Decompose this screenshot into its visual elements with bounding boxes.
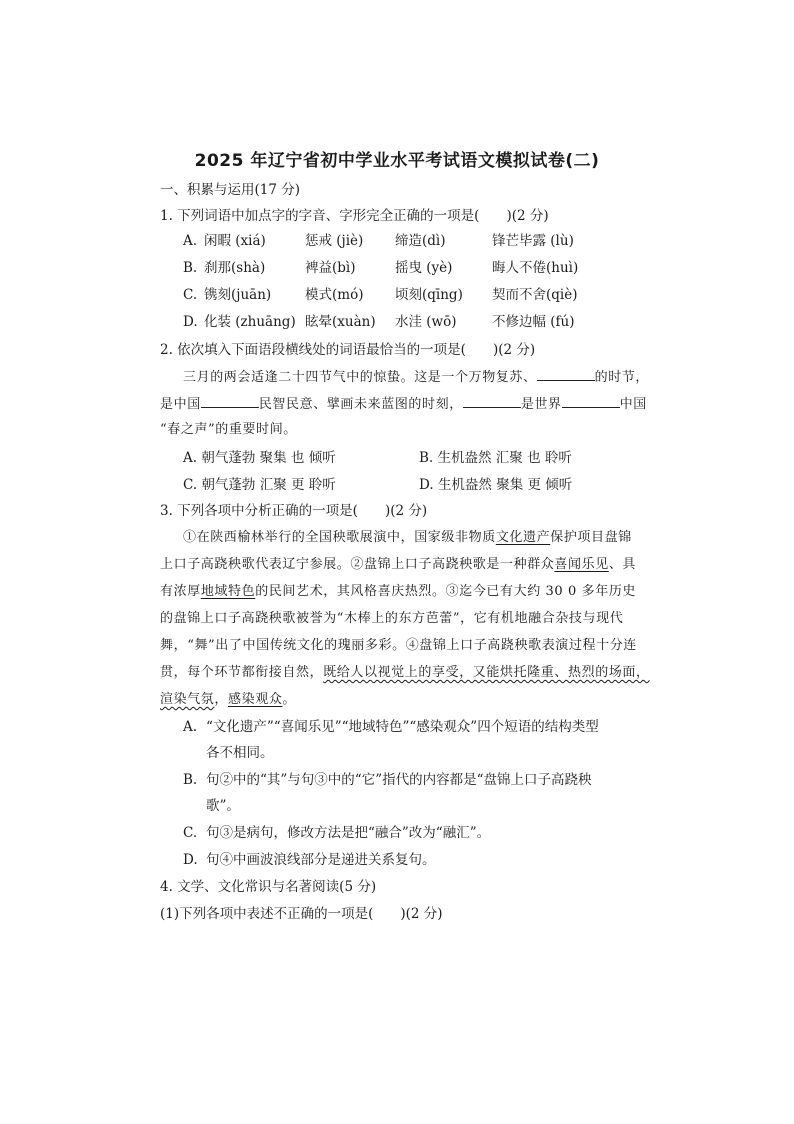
answer-blank-3 — [463, 395, 521, 408]
question-4-stem: 4. 文学、文化常识与名著阅读(5 分) — [160, 879, 377, 895]
option-label: A. — [183, 450, 198, 466]
question-1-stem: 1. 下列词语中加点字的字音、字形完全正确的一项是( )(2 分) — [160, 208, 549, 224]
q3-option-a-label: A. — [183, 719, 198, 735]
question-4-sub-1: (1)下列各项中表述不正确的一项是( )(2 分) — [160, 906, 443, 922]
q3-option-c-text: 句③是病句，修改方法是把“融合”改为“融汇”。 — [206, 825, 491, 841]
q1-option-a-label: A. — [183, 233, 198, 249]
question-2-stem: 2. 依次填入下面语段横线处的词语最恰当的一项是( )(2 分) — [160, 342, 536, 358]
q2-text: 民智民意、擘画未来蓝图的时刻， — [258, 397, 463, 412]
answer-blank-2 — [201, 395, 259, 408]
q3-passage-line-1 — [183, 529, 632, 547]
q2-passage-line-3: “春之声”的重要时间。 — [160, 422, 297, 437]
q3-option-a-text-cont: 各不相同。 — [206, 745, 274, 761]
q1-option-d-word-4: 不修边幅 (fú) — [492, 314, 575, 330]
q1-option-d-label: D. — [183, 314, 198, 330]
q3-text: 。 — [282, 692, 297, 707]
answer-blank-4 — [562, 395, 620, 408]
q1-option-d-word-3: 水洼 (wō) — [395, 314, 457, 330]
wavy-underlined-phrase: 渲染气氛 — [160, 692, 215, 707]
q2-option-a — [183, 449, 336, 467]
q2-text: 中国 — [619, 397, 647, 412]
q1-option-c-label: C. — [183, 287, 198, 303]
q1-option-b-word-3: 摇曳 (yè) — [395, 260, 453, 276]
q1-option-a-word-1: 闲暇 (xiá) — [204, 233, 266, 249]
q1-option-b-label: B. — [183, 260, 198, 276]
q3-text: 保护项目盘锦 — [550, 530, 632, 545]
q3-passage-line-4: 的盘锦上口子高跷秧歌被誉为“木棒上的东方芭蕾”，它有机地融合杂技与现代 — [160, 611, 624, 626]
option-label: C. — [183, 477, 198, 493]
q2-text: 的时节， — [594, 370, 650, 385]
q1-option-c-word-1: 镌刻(juān) — [204, 287, 272, 303]
q3-option-b-text-cont: 歌”。 — [206, 798, 240, 814]
q2-passage-line-1 — [183, 368, 649, 387]
q1-option-b-word-4: 晦人不倦(huì) — [492, 260, 579, 276]
q1-option-a-word-3: 缔造(dì) — [395, 233, 446, 249]
q3-passage-line-5: 舞，“舞”出了中国传统文化的瑰丽多彩。④盘锦上口子高跷秧歌表演过程十分连 — [160, 638, 637, 653]
q1-option-d-word-1: 化装 (zhuāng) — [204, 314, 296, 330]
question-3-stem: 3. 下列各项中分析正确的一项是( )(2 分) — [160, 503, 428, 519]
option-label: D. — [419, 477, 434, 493]
q2-option-d — [419, 476, 572, 494]
q3-option-a-text: “文化遗产”“喜闻乐见”“地域特色”“感染观众”四个短语的结构类型 — [206, 719, 599, 735]
q1-option-c-word-2: 模式(mó) — [305, 287, 364, 303]
q3-text: 有浓厚 — [160, 584, 201, 599]
q1-option-c-word-4: 契而不舍(qiè) — [492, 287, 578, 303]
q3-option-d-label: D. — [183, 852, 198, 868]
q2-text: 三月的两会适逢二十四节气中的惊蛰。这是一个万物复苏、 — [183, 370, 537, 385]
q1-option-a-word-4: 锋芒毕露 (lù) — [492, 233, 574, 249]
q3-option-b-text: 句②中的“其”与句③中的“它”指代的内容都是“盘锦上口子高跷秧 — [206, 772, 592, 788]
q3-text: 上口子高跷秧歌代表辽宁参展。②盘锦上口子高跷秧歌是一种群众 — [160, 557, 555, 572]
q3-option-c-label: C. — [183, 825, 198, 841]
option-label: B. — [419, 450, 434, 466]
q1-option-b-word-2: 裨益(bì) — [305, 260, 356, 276]
option-text: 朝气蓬勃 汇聚 更 聆听 — [201, 477, 336, 493]
q3-passage-line-2 — [160, 556, 636, 574]
page-title: 2025 年辽宁省初中学业水平考试语文模拟试卷(二) — [194, 151, 600, 171]
answer-blank-1 — [537, 368, 595, 381]
q3-text: 的民间艺术，其风格喜庆热烈。③迄今已有大约 30 0 多年历史 — [255, 584, 637, 599]
q3-passage-line-3 — [160, 583, 636, 601]
underlined-phrase: 文化遗产 — [495, 530, 551, 545]
q3-text: 贯，每个环节都衔接自然， — [160, 665, 324, 680]
q3-text: ①在陕西榆林举行的全国秧歌展演中，国家级非物质 — [183, 530, 496, 545]
q1-option-d-word-2: 眩晕(xuàn) — [305, 314, 376, 330]
underlined-phrase: 感染观众 — [228, 692, 283, 707]
q1-option-b-word-1: 刹那(shà) — [204, 260, 266, 276]
option-text: 生机盎然 汇聚 也 聆听 — [437, 450, 572, 466]
q3-option-b-label: B. — [183, 772, 198, 788]
q2-text: 是中国 — [160, 397, 201, 412]
q2-option-c — [183, 476, 336, 494]
wavy-underlined-phrase: 既给人以视觉上的享受，又能烘托隆重、热烈的场面， — [323, 665, 650, 680]
option-text: 生机盎然 聚集 更 倾听 — [437, 477, 573, 493]
q1-option-c-word-3: 顷刻(qīng) — [395, 287, 463, 303]
q3-text: 、具 — [608, 557, 637, 572]
q2-passage-line-2 — [160, 395, 647, 414]
option-text: 朝气蓬勃 聚集 也 倾听 — [201, 450, 336, 466]
q3-passage-line-7 — [160, 691, 296, 709]
q3-passage-line-6 — [160, 664, 650, 682]
q3-text: ， — [214, 692, 229, 707]
q3-option-d-text: 句④中画波浪线部分是递进关系复句。 — [206, 852, 436, 868]
underlined-phrase: 地域特色 — [200, 584, 256, 599]
section-heading: 一、积累与运用(17 分) — [160, 182, 301, 198]
q2-option-b — [419, 449, 572, 467]
q2-text: 是世界 — [520, 397, 562, 412]
underlined-phrase: 喜闻乐见 — [554, 557, 609, 572]
q1-option-a-word-2: 惩戒 (jiè) — [305, 233, 364, 249]
